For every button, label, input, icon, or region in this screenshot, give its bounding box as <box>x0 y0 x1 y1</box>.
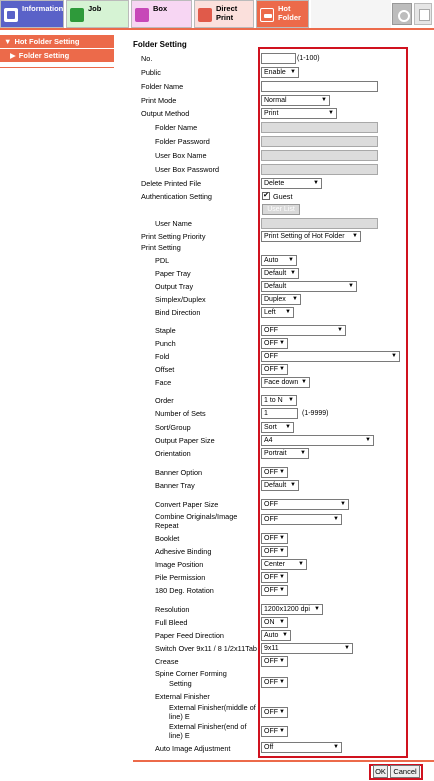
chevron-down-icon: ▼ <box>352 233 358 239</box>
auto-image-adjustment-select-value: Off <box>264 744 274 751</box>
spine-corner-label-line1: Spine Corner Forming <box>155 669 227 678</box>
sidebar-item-label: Hot Folder Setting <box>14 37 80 46</box>
ext-middle-label-line1: External Finisher(middle of <box>169 703 256 712</box>
ok-button[interactable]: OK <box>373 765 388 778</box>
ext-end-label-line2: line) E <box>169 731 190 740</box>
chevron-down-icon: ▼ <box>314 606 320 612</box>
chevron-down-icon: ▼ <box>300 450 306 456</box>
convert-paper-size-select-value: OFF <box>264 501 278 508</box>
fold-select[interactable] <box>261 351 400 362</box>
staple-select-value: OFF <box>264 327 278 334</box>
ext-end-select-value: OFF <box>264 728 278 735</box>
delete-printed-file-label: Delete Printed File <box>141 179 202 188</box>
combine-originals-select[interactable] <box>261 514 342 525</box>
output-tray-select[interactable] <box>261 281 357 292</box>
tab-box[interactable] <box>131 0 192 28</box>
hot-folder-icon <box>260 8 274 22</box>
top-divider <box>0 28 434 30</box>
rotation-select[interactable] <box>261 585 288 596</box>
no-hint: (1-100) <box>297 55 320 62</box>
chevron-down-icon: ▼ <box>279 574 285 580</box>
sidebar-item-hot-folder-setting[interactable] <box>0 35 114 49</box>
window-icon[interactable] <box>414 3 432 25</box>
paper-tray-select-value: Default <box>264 270 287 277</box>
rotation-label: 180 Deg. Rotation <box>155 586 214 595</box>
crease-select-value: OFF <box>264 658 278 665</box>
banner-option-select-value: OFF <box>264 469 278 476</box>
user-name-input <box>261 218 378 229</box>
chevron-down-icon: ▼ <box>340 501 346 507</box>
paper-tray-label: Paper Tray <box>155 269 191 278</box>
staple-select[interactable] <box>261 325 346 336</box>
banner-option-label: Banner Option <box>155 468 203 477</box>
chevron-down-icon: ▼ <box>288 397 294 403</box>
tab-information-label: Information <box>22 4 64 13</box>
banner-tray-label: Banner Tray <box>155 481 195 490</box>
chevron-down-icon: ▼ <box>279 587 285 593</box>
switch-over-label: Switch Over 9x11 / 8 1/2x11Tab <box>155 644 257 653</box>
pdl-label: PDL <box>155 256 170 265</box>
tab-direct-print-label: Direct Print <box>216 4 238 22</box>
ext-middle-select[interactable] <box>261 707 288 718</box>
combine-originals-label-line1: Combine Originals/Image <box>155 512 238 521</box>
chevron-down-icon: ▼ <box>290 270 296 276</box>
out-folder-name-label: Folder Name <box>155 123 198 132</box>
bind-direction-label: Bind Direction <box>155 308 201 317</box>
chevron-down-icon: ▼ <box>344 645 350 651</box>
offset-select-value: OFF <box>264 366 278 373</box>
image-position-label: Image Position <box>155 560 204 569</box>
bind-direction-select[interactable] <box>261 307 294 318</box>
adhesive-binding-select[interactable] <box>261 546 288 557</box>
user-list-button[interactable]: User List <box>262 204 300 215</box>
face-label: Face <box>155 378 172 387</box>
order-label: Order <box>155 396 174 405</box>
bottom-divider <box>133 760 434 762</box>
image-position-select[interactable] <box>261 559 307 570</box>
authentication-setting-label: Authentication Setting <box>141 192 212 201</box>
tab-job[interactable] <box>66 0 129 28</box>
pile-permission-label: Pile Permission <box>155 573 206 582</box>
output-paper-size-select[interactable] <box>261 435 374 446</box>
number-of-sets-label: Number of Sets <box>155 409 206 418</box>
rotation-select-value: OFF <box>264 587 278 594</box>
chevron-down-icon: ▼ <box>391 353 397 359</box>
chevron-down-icon: ▼ <box>279 619 285 625</box>
chevron-down-icon: ▼ <box>279 535 285 541</box>
chevron-down-icon: ▼ <box>321 97 327 103</box>
output-tray-label: Output Tray <box>155 282 194 291</box>
convert-paper-size-label: Convert Paper Size <box>155 500 219 509</box>
chevron-down-icon: ▼ <box>292 296 298 302</box>
punch-select[interactable] <box>261 338 288 349</box>
punch-label: Punch <box>155 339 176 348</box>
chevron-down-icon: ▼ <box>279 709 285 715</box>
tab-direct-print[interactable] <box>194 0 254 28</box>
tab-box-label: Box <box>153 4 168 13</box>
print-setting-priority-select-value: Print Setting of Hot Folder <box>264 233 345 240</box>
chevron-down-icon: ▼ <box>337 327 343 333</box>
chevron-down-icon: ▼ <box>313 180 319 186</box>
ext-end-label-line1: External Finisher(end of <box>169 722 247 731</box>
print-mode-select[interactable] <box>261 95 330 106</box>
chevron-down-icon: ▼ <box>279 658 285 664</box>
ext-middle-select-value: OFF <box>264 709 278 716</box>
spine-corner-select[interactable] <box>261 677 288 688</box>
combine-originals-label-line2: Repeat <box>155 521 179 530</box>
output-method-select[interactable] <box>261 108 337 119</box>
sidebar-menu <box>0 35 114 63</box>
sort-group-label: Sort/Group <box>155 423 191 432</box>
chevron-down-icon: ▼ <box>279 679 285 685</box>
user-box-password-input <box>261 164 378 175</box>
simplex-duplex-select-value: Duplex <box>264 296 286 303</box>
ext-end-select[interactable] <box>261 726 288 737</box>
public-select[interactable] <box>261 67 299 78</box>
chevron-down-icon: ▼ <box>285 309 291 315</box>
paper-feed-direction-select-value: Auto <box>264 632 279 639</box>
sidebar-item-label: Folder Setting <box>18 51 70 60</box>
simplex-duplex-label: Simplex/Duplex <box>155 295 206 304</box>
spine-corner-label-line2: Setting <box>169 679 192 688</box>
face-select[interactable] <box>261 377 310 388</box>
pdl-select-value: Auto <box>264 257 279 264</box>
folder-name-label: Folder Name <box>141 82 184 91</box>
delete-printed-file-select[interactable] <box>261 178 322 189</box>
order-select-value: 1 to N <box>264 397 283 404</box>
chevron-down-icon: ▼ <box>333 516 339 522</box>
output-paper-size-label: Output Paper Size <box>155 436 215 445</box>
auto-image-adjustment-label: Auto Image Adjustment <box>155 744 231 753</box>
spine-corner-select-value: OFF <box>264 679 278 686</box>
information-icon <box>4 8 18 22</box>
refresh-icon[interactable] <box>392 3 412 25</box>
chevron-down-icon: ▼ <box>279 366 285 372</box>
sidebar-divider <box>0 67 114 68</box>
banner-tray-select[interactable] <box>261 480 299 491</box>
print-mode-select-value: Normal <box>264 97 287 104</box>
print-setting-label: Print Setting <box>141 243 181 252</box>
auto-image-adjustment-select[interactable] <box>261 742 342 753</box>
cancel-button[interactable]: Cancel <box>390 765 420 778</box>
paper-feed-direction-select[interactable] <box>261 630 291 641</box>
punch-select-value: OFF <box>264 340 278 347</box>
tab-job-label: Job <box>88 4 102 13</box>
full-bleed-select-value: ON <box>264 619 275 626</box>
user-box-name-input <box>261 150 378 161</box>
image-position-select-value: Center <box>264 561 286 568</box>
orientation-select[interactable] <box>261 448 309 459</box>
resolution-label: Resolution <box>155 605 190 614</box>
offset-label: Offset <box>155 365 175 374</box>
chevron-down-icon: ▼ <box>290 482 296 488</box>
fold-label: Fold <box>155 352 170 361</box>
chevron-right-icon: ▶ <box>10 51 16 60</box>
adhesive-binding-select-value: OFF <box>264 548 278 555</box>
offset-select[interactable] <box>261 364 288 375</box>
orientation-label: Orientation <box>155 449 191 458</box>
user-box-password-label: User Box Password <box>155 165 220 174</box>
tab-information[interactable] <box>0 0 64 28</box>
booklet-select[interactable] <box>261 533 288 544</box>
guest-label: Guest <box>273 192 293 201</box>
combine-originals-select-value: OFF <box>264 516 278 523</box>
external-finisher-label: External Finisher <box>155 692 210 701</box>
chevron-down-icon: ▼ <box>348 283 354 289</box>
crease-label: Crease <box>155 657 179 666</box>
booklet-select-value: OFF <box>264 535 278 542</box>
adhesive-binding-label: Adhesive Binding <box>155 547 212 556</box>
order-select[interactable] <box>261 395 297 406</box>
chevron-down-icon: ▼ <box>288 257 294 263</box>
ext-middle-label-line2: line) E <box>169 712 190 721</box>
face-select-value: Face down <box>264 379 299 386</box>
chevron-down-icon: ▼ <box>282 632 288 638</box>
chevron-down-icon: ▼ <box>285 424 291 430</box>
simplex-duplex-select[interactable] <box>261 294 301 305</box>
crease-select[interactable] <box>261 656 288 667</box>
chevron-down-icon: ▼ <box>290 69 296 75</box>
pdl-select[interactable] <box>261 255 297 266</box>
sort-group-select[interactable] <box>261 422 294 433</box>
no-label: No. <box>141 54 153 63</box>
out-folder-name-input <box>261 122 378 133</box>
chevron-down-icon: ▼ <box>298 561 304 567</box>
output-method-select-value: Print <box>264 110 279 117</box>
banner-tray-select-value: Default <box>264 482 287 489</box>
public-select-value: Enable <box>264 69 286 76</box>
chevron-down-icon: ▼ <box>328 110 334 116</box>
output-paper-size-select-value: A4 <box>264 437 273 444</box>
chevron-down-icon: ▼ <box>279 728 285 734</box>
out-folder-password-label: Folder Password <box>155 137 210 146</box>
switch-over-select[interactable] <box>261 643 353 654</box>
sidebar-item-folder-setting[interactable] <box>0 49 114 63</box>
out-folder-password-input <box>261 136 378 147</box>
resolution-select-value: 1200x1200 dpi <box>264 606 310 613</box>
fold-select-value: OFF <box>264 353 278 360</box>
tab-hot-folder-label: Hot Folder <box>278 4 301 22</box>
number-of-sets-hint: (1-9999) <box>302 410 329 417</box>
bind-direction-select-value: Left <box>264 309 276 316</box>
delete-printed-file-select-value: Delete <box>264 180 285 187</box>
user-name-label: User Name <box>155 219 192 228</box>
pile-permission-select[interactable] <box>261 572 288 583</box>
public-label: Public <box>141 68 161 77</box>
page-title: Folder Setting <box>133 40 187 49</box>
orientation-select-value: Portrait <box>264 450 287 457</box>
booklet-label: Booklet <box>155 534 180 543</box>
box-icon <box>135 8 149 22</box>
no-input[interactable] <box>261 53 296 64</box>
full-bleed-select[interactable] <box>261 617 288 628</box>
tab-hot-folder[interactable] <box>256 0 309 28</box>
folder-name-input[interactable] <box>261 81 378 92</box>
top-tab-bar <box>0 0 434 30</box>
user-box-name-label: User Box Name <box>155 151 207 160</box>
chevron-down-icon: ▼ <box>365 437 371 443</box>
tab-bar-spacer <box>311 0 391 28</box>
print-setting-priority-label: Print Setting Priority <box>141 232 206 241</box>
paper-feed-direction-label: Paper Feed Direction <box>155 631 224 640</box>
guest-checkbox[interactable]: ✔ <box>263 192 269 199</box>
banner-option-select[interactable] <box>261 467 288 478</box>
chevron-down-icon: ▼ <box>279 548 285 554</box>
direct-print-icon <box>198 8 212 22</box>
paper-tray-select[interactable] <box>261 268 299 279</box>
chevron-down-icon: ▼ <box>4 37 12 46</box>
sort-group-select-value: Sort <box>264 424 277 431</box>
resolution-select[interactable] <box>261 604 323 615</box>
output-method-label: Output Method <box>141 109 190 118</box>
convert-paper-size-select[interactable] <box>261 499 349 510</box>
pile-permission-select-value: OFF <box>264 574 278 581</box>
job-icon <box>70 8 84 22</box>
staple-label: Staple <box>155 326 176 335</box>
number-of-sets-input[interactable]: 1 <box>261 408 298 419</box>
print-setting-priority-select[interactable] <box>261 231 361 242</box>
chevron-down-icon: ▼ <box>301 379 307 385</box>
full-bleed-label: Full Bleed <box>155 618 188 627</box>
chevron-down-icon: ▼ <box>279 340 285 346</box>
chevron-down-icon: ▼ <box>279 469 285 475</box>
output-tray-select-value: Default <box>264 283 287 290</box>
switch-over-select-value: 9x11 <box>264 645 279 652</box>
print-mode-label: Print Mode <box>141 96 177 105</box>
chevron-down-icon: ▼ <box>333 744 339 750</box>
